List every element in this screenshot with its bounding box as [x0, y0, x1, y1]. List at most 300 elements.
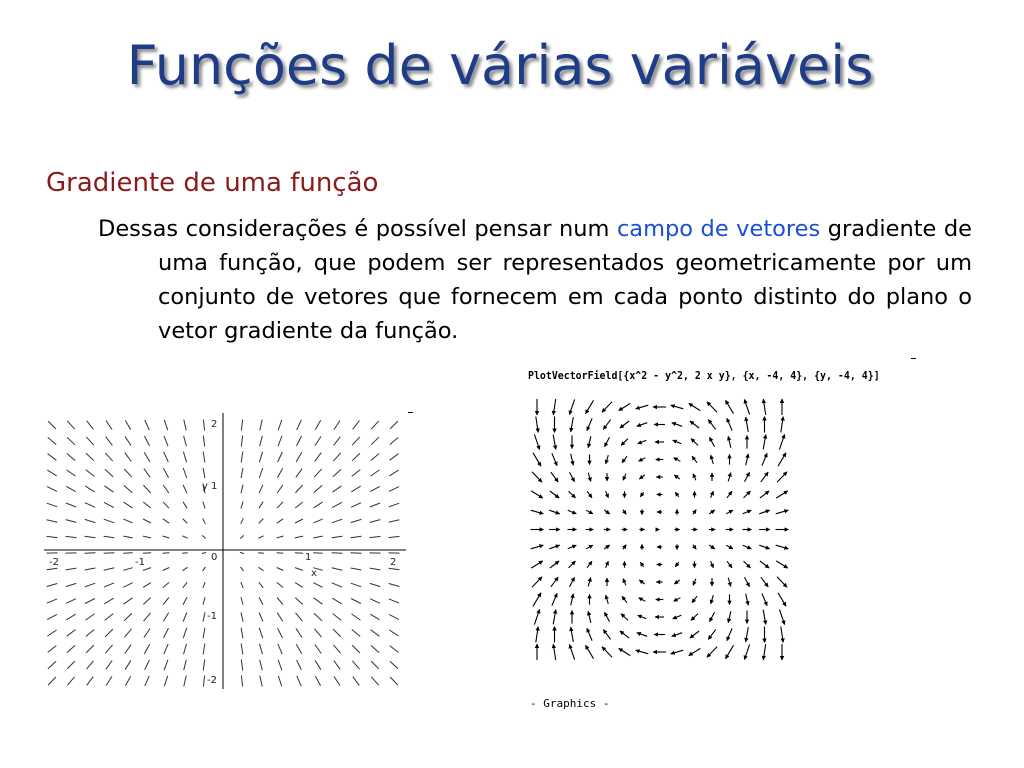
field-segment: [106, 676, 112, 685]
field-segment: [371, 661, 379, 669]
field-arrow: [709, 510, 714, 514]
field-segment: [315, 645, 321, 654]
field-arrow: [586, 400, 594, 413]
field-segment: [333, 614, 342, 621]
field-segment: [47, 470, 56, 476]
field-arrow: [693, 510, 696, 515]
field-segment: [203, 420, 204, 431]
field-segment: [241, 452, 243, 463]
field-arrow: [639, 580, 644, 584]
field-segment: [370, 503, 380, 507]
field-arrow: [711, 455, 714, 464]
field-segment: [143, 485, 150, 493]
field-arrow: [588, 473, 591, 482]
field-arrow: [781, 417, 783, 433]
field-segment: [47, 503, 57, 507]
field-arrow: [762, 453, 767, 465]
field-arrow: [691, 614, 698, 621]
field-arrow: [553, 610, 556, 625]
field-arrow: [763, 644, 765, 660]
field-segment: [86, 614, 95, 620]
field-segment: [315, 453, 322, 462]
field-segment: [47, 614, 57, 619]
field-arrow: [619, 403, 631, 410]
field-arrow: [552, 453, 557, 465]
field-arrow: [571, 417, 574, 432]
field-arrow: [638, 615, 647, 619]
field-segment: [87, 677, 94, 686]
field-segment: [314, 502, 323, 508]
field-arrow: [602, 402, 612, 412]
field-arrow: [532, 472, 542, 482]
field-segment: [241, 436, 242, 447]
field-segment: [390, 454, 399, 461]
field-segment: [183, 519, 188, 524]
field-segment: [125, 436, 131, 445]
field-segment: [105, 614, 114, 621]
field-arrow: [761, 472, 768, 482]
field-arrow: [674, 598, 681, 602]
field-arrow: [691, 439, 698, 446]
field-segment: [314, 629, 321, 637]
field-arrow: [726, 645, 734, 658]
field-segment: [370, 536, 381, 537]
field-segment: [389, 584, 400, 587]
field-segment: [184, 660, 187, 671]
field-segment: [371, 645, 379, 652]
field-arrow: [779, 609, 784, 624]
field-segment: [203, 676, 204, 687]
field-arrow: [587, 418, 592, 430]
field-arrow: [743, 545, 752, 549]
field-segment: [389, 503, 399, 507]
field-segment: [240, 535, 243, 538]
field-segment: [145, 676, 149, 686]
field-segment: [184, 644, 187, 655]
field-segment: [163, 613, 168, 622]
field-segment: [314, 485, 322, 492]
field-segment: [143, 598, 150, 605]
corner-mark-right: [911, 358, 916, 359]
field-segment: [370, 520, 381, 523]
field-segment: [278, 660, 282, 670]
field-segment: [259, 452, 262, 463]
field-arrow: [621, 439, 628, 446]
field-segment: [260, 436, 263, 447]
field-segment: [241, 612, 243, 621]
field-segment: [202, 535, 205, 538]
field-segment: [66, 583, 77, 586]
field-arrow: [707, 402, 717, 412]
field-arrow: [746, 454, 749, 465]
field-arrow: [569, 561, 576, 568]
field-segment: [85, 486, 94, 492]
field-arrow: [588, 436, 591, 447]
field-segment: [333, 629, 341, 637]
field-segment: [351, 599, 361, 604]
field-segment: [352, 614, 361, 620]
field-arrow: [532, 577, 542, 587]
field-segment: [333, 486, 342, 492]
field-segment: [163, 502, 169, 508]
field-segment: [47, 568, 58, 570]
field-arrow: [776, 545, 789, 549]
field-segment: [297, 436, 302, 446]
field-arrow: [586, 510, 593, 514]
field-segment: [241, 676, 242, 687]
field-segment: [47, 630, 56, 636]
field-arrow: [570, 577, 575, 586]
field-segment: [390, 437, 398, 444]
field-segment: [260, 644, 263, 655]
field-segment: [67, 661, 75, 669]
field-arrow: [536, 627, 538, 643]
field-segment: [66, 568, 77, 570]
field-arrow: [777, 472, 787, 482]
field-segment: [389, 470, 398, 476]
field-segment: [67, 437, 75, 445]
field-segment: [67, 677, 74, 685]
field-arrow: [637, 423, 647, 427]
field-segment: [66, 614, 75, 620]
x-tick-neg1: -1: [135, 557, 145, 568]
field-segment: [124, 629, 131, 637]
field-segment: [86, 661, 93, 669]
field-segment: [163, 468, 168, 478]
field-segment: [184, 436, 187, 447]
field-segment: [203, 597, 205, 605]
field-segment: [163, 598, 169, 605]
field-segment: [241, 628, 243, 639]
field-arrow: [569, 399, 574, 414]
field-segment: [370, 486, 380, 491]
field-arrow: [707, 647, 717, 657]
field-segment: [352, 470, 361, 477]
field-arrow: [550, 561, 559, 568]
field-arrow: [674, 475, 679, 479]
field-segment: [48, 677, 56, 685]
field-arrow: [674, 458, 681, 462]
field-arrow: [708, 420, 715, 430]
field-segment: [333, 453, 340, 461]
field-segment: [86, 630, 94, 637]
field-arrow: [710, 612, 715, 621]
field-segment: [334, 661, 340, 670]
field-arrow: [640, 562, 643, 567]
field-arrow: [745, 577, 750, 586]
right-vector-field-plot: [525, 395, 805, 675]
field-segment: [296, 644, 301, 654]
field-arrow: [606, 491, 609, 498]
field-arrow: [531, 491, 543, 498]
field-arrow: [763, 435, 766, 450]
field-segment: [104, 519, 114, 523]
field-arrow: [568, 545, 577, 549]
field-segment: [85, 536, 96, 537]
field-segment: [260, 420, 262, 431]
field-segment: [277, 582, 283, 587]
field-segment: [332, 583, 342, 587]
field-segment: [278, 452, 283, 462]
field-segment: [258, 553, 264, 554]
field-arrow: [549, 545, 559, 549]
field-segment: [389, 599, 399, 603]
field-segment: [351, 486, 360, 492]
field-segment: [278, 628, 283, 638]
field-arrow: [639, 598, 646, 602]
field-segment: [295, 502, 303, 508]
field-segment: [125, 420, 130, 430]
field-arrow: [760, 491, 769, 498]
field-segment: [352, 630, 360, 637]
field-arrow: [621, 614, 628, 621]
field-arrow: [603, 420, 610, 430]
field-segment: [277, 598, 283, 605]
field-segment: [86, 453, 94, 461]
field-arrow: [605, 612, 610, 621]
field-arrow: [743, 510, 752, 514]
field-arrow: [602, 647, 612, 657]
field-segment: [390, 661, 398, 668]
field-arrow: [744, 399, 749, 414]
field-arrow: [586, 645, 594, 658]
y-tick-neg1: -1: [207, 611, 217, 622]
field-segment: [353, 677, 360, 686]
field-segment: [67, 630, 76, 637]
field-arrow: [744, 644, 749, 659]
field-segment: [105, 486, 114, 492]
corner-mark-left: [408, 412, 413, 413]
field-arrow: [710, 437, 715, 446]
field-segment: [278, 420, 282, 430]
field-arrow: [549, 510, 559, 514]
field-arrow: [606, 595, 609, 604]
field-segment: [260, 676, 262, 687]
field-arrow: [776, 510, 789, 514]
field-segment: [164, 644, 168, 654]
field-arrow: [779, 434, 784, 449]
field-arrow: [711, 595, 714, 604]
field-segment: [105, 453, 112, 461]
field-segment: [277, 568, 284, 571]
field-segment: [241, 468, 243, 478]
field-segment: [259, 613, 263, 622]
field-arrow: [622, 456, 627, 463]
field-arrow: [623, 579, 626, 586]
field-arrow: [604, 545, 609, 549]
field-segment: [183, 485, 187, 493]
field-segment: [389, 487, 399, 492]
field-arrow: [533, 453, 541, 466]
field-segment: [295, 536, 303, 538]
field-arrow: [759, 510, 769, 514]
field-arrow: [587, 628, 592, 640]
field-segment: [164, 452, 169, 462]
field-arrow: [553, 399, 555, 415]
y-tick-2: 2: [211, 419, 218, 430]
field-segment: [67, 421, 74, 429]
field-segment: [85, 503, 95, 508]
field-arrow: [693, 579, 696, 586]
field-segment: [143, 568, 151, 571]
field-arrow: [762, 593, 767, 605]
field-arrow: [639, 475, 644, 479]
field-segment: [183, 597, 187, 604]
field-segment: [241, 518, 244, 523]
field-arrow: [623, 510, 626, 515]
field-segment: [143, 502, 151, 508]
field-segment: [278, 436, 282, 446]
field-segment: [143, 583, 151, 588]
field-segment: [295, 583, 303, 588]
field-arrow: [606, 561, 609, 568]
field-segment: [295, 519, 303, 523]
field-segment: [389, 520, 400, 522]
field-segment: [183, 582, 187, 588]
field-segment: [389, 630, 398, 636]
field-segment: [163, 519, 169, 523]
field-segment: [105, 469, 113, 476]
field-arrow: [534, 609, 539, 624]
field-segment: [183, 452, 186, 463]
field-segment: [313, 536, 322, 538]
field-arrow: [551, 577, 558, 587]
field-arrow: [763, 399, 765, 415]
field-segment: [144, 469, 150, 478]
field-arrow: [760, 561, 769, 568]
field-arrow: [728, 611, 731, 622]
field-segment: [85, 599, 95, 604]
field-arrow: [746, 594, 749, 605]
left-gradient-field-plot: [40, 405, 420, 695]
field-segment: [104, 568, 115, 570]
field-segment: [66, 599, 76, 604]
field-segment: [47, 599, 57, 603]
field-segment: [163, 485, 169, 493]
field-arrow: [606, 455, 609, 464]
field-arrow: [726, 400, 734, 413]
field-arrow: [586, 545, 593, 549]
field-segment: [203, 628, 205, 639]
field-segment: [123, 583, 132, 588]
field-segment: [124, 469, 131, 477]
field-segment: [203, 567, 206, 571]
field-segment: [351, 503, 361, 508]
plot-command: PlotVectorField[{x^2 - y^2, 2 x y}, {x, -4, 4}, {y, -4, 4}]: [528, 369, 880, 382]
field-segment: [390, 646, 399, 653]
field-segment: [371, 437, 379, 445]
field-arrow: [711, 561, 714, 568]
field-segment: [145, 420, 150, 430]
field-segment: [277, 485, 283, 493]
field-segment: [295, 598, 302, 605]
field-segment: [66, 486, 76, 491]
field-segment: [145, 436, 150, 446]
field-arrow: [673, 440, 682, 444]
field-segment: [183, 567, 188, 570]
field-segment: [203, 518, 206, 523]
field-segment: [351, 583, 361, 587]
field-arrow: [672, 633, 682, 637]
field-segment: [351, 519, 362, 522]
field-arrow: [693, 474, 696, 481]
field-segment: [143, 519, 151, 523]
field-segment: [260, 660, 263, 671]
x-tick-neg2: -2: [49, 557, 59, 568]
field-segment: [124, 502, 133, 508]
field-segment: [315, 436, 321, 445]
field-segment: [351, 536, 362, 537]
field-arrow: [778, 453, 786, 466]
field-segment: [123, 536, 132, 538]
field-segment: [203, 644, 205, 655]
field-arrow: [689, 648, 701, 655]
field-arrow: [727, 491, 732, 498]
field-arrow: [778, 593, 786, 606]
x-tick-2: 2: [390, 557, 397, 568]
field-arrow: [689, 403, 701, 410]
field-arrow: [693, 545, 696, 550]
field-segment: [47, 487, 57, 492]
field-arrow: [570, 472, 575, 481]
field-arrow: [781, 627, 783, 643]
field-arrow: [692, 596, 697, 603]
field-arrow: [571, 627, 574, 642]
field-segment: [370, 599, 380, 604]
field-segment: [164, 420, 168, 430]
field-segment: [164, 436, 168, 446]
field-arrow: [550, 491, 559, 498]
y-axis-label: y: [202, 481, 208, 492]
field-arrow: [745, 472, 750, 481]
field-segment: [313, 583, 322, 588]
y-tick-neg2: -2: [207, 675, 217, 686]
field-segment: [313, 519, 322, 523]
paragraph-text-end: gradiente de uma função, que podem ser representados geometricamente por um conjunto de vetores que fornecem em cada ponto distinto do plano o vetor gradiente da função.: [158, 216, 972, 344]
field-segment: [277, 613, 282, 622]
field-segment: [105, 645, 112, 653]
field-arrow: [571, 594, 574, 605]
field-segment: [183, 502, 187, 509]
field-segment: [48, 646, 57, 653]
field-segment: [352, 645, 360, 653]
field-segment: [315, 660, 321, 669]
field-segment: [332, 519, 342, 523]
field-arrow: [690, 421, 699, 428]
field-segment: [85, 568, 96, 570]
field-arrow: [587, 561, 592, 568]
field-arrow: [604, 510, 609, 514]
field-segment: [105, 629, 113, 637]
field-segment: [143, 536, 151, 538]
field-arrow: [728, 578, 731, 587]
field-segment: [390, 421, 398, 429]
field-segment: [124, 485, 132, 492]
field-segment: [370, 614, 379, 620]
field-arrow: [746, 417, 749, 432]
field-segment: [183, 613, 187, 622]
field-segment: [48, 421, 56, 429]
field-segment: [47, 520, 58, 522]
field-segment: [203, 502, 205, 509]
field-segment: [259, 567, 264, 570]
field-segment: [314, 613, 322, 621]
field-segment: [48, 454, 57, 461]
field-segment: [125, 660, 131, 669]
field-segment: [295, 485, 302, 493]
y-tick-1: 1: [211, 481, 218, 492]
field-arrow: [728, 473, 731, 482]
